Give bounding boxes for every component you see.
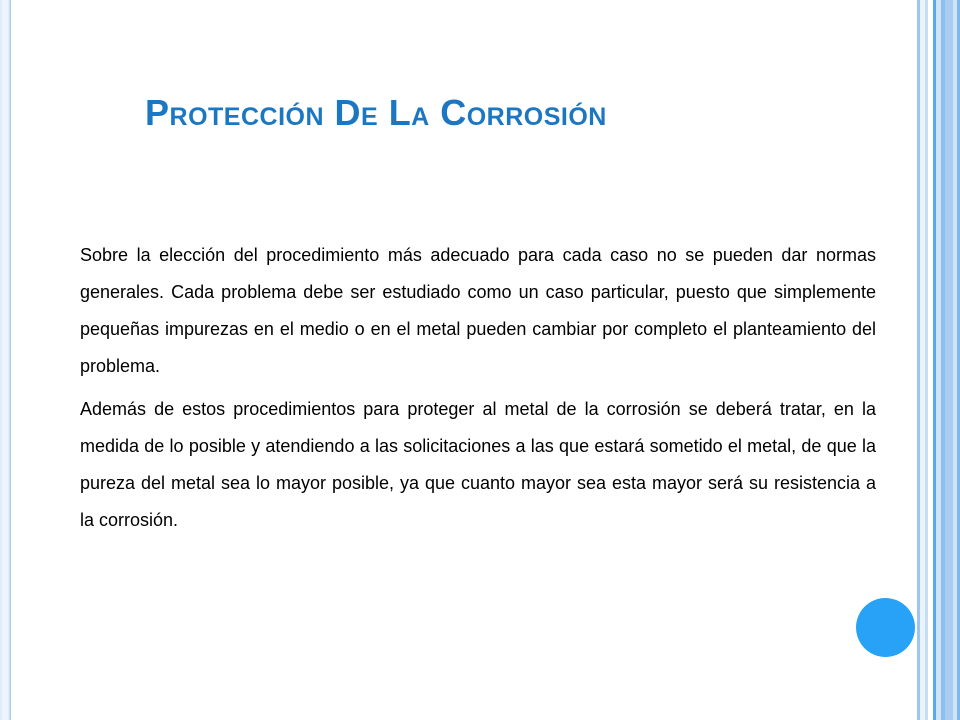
slide-title: Protección De La Corrosión bbox=[145, 92, 607, 133]
left-border-decoration bbox=[0, 0, 11, 720]
body-paragraph: Sobre la elección del procedimiento más adecuado para cada caso no se pueden dar normas generales. Cada problema debe ser estudiado como un caso particular, puesto que simplemente pequeñas impurezas en el medio o en el metal pueden cambiar por completo el planteamiento del problema. bbox=[80, 245, 876, 376]
right-frame-decoration bbox=[917, 0, 960, 720]
frame-stripe bbox=[945, 0, 953, 720]
slide-body bbox=[80, 237, 876, 545]
decorative-circle bbox=[856, 598, 915, 657]
body-paragraph: Además de estos procedimientos para proteger al metal de la corrosión se deberá tratar, en la medida de lo posible y atendiendo a las solicitaciones a las que estará sometido el metal, de que la pureza del metal sea lo mayor posible, ya que cuanto mayor sea esta mayor será su resistencia a la corrosión. bbox=[80, 399, 876, 530]
